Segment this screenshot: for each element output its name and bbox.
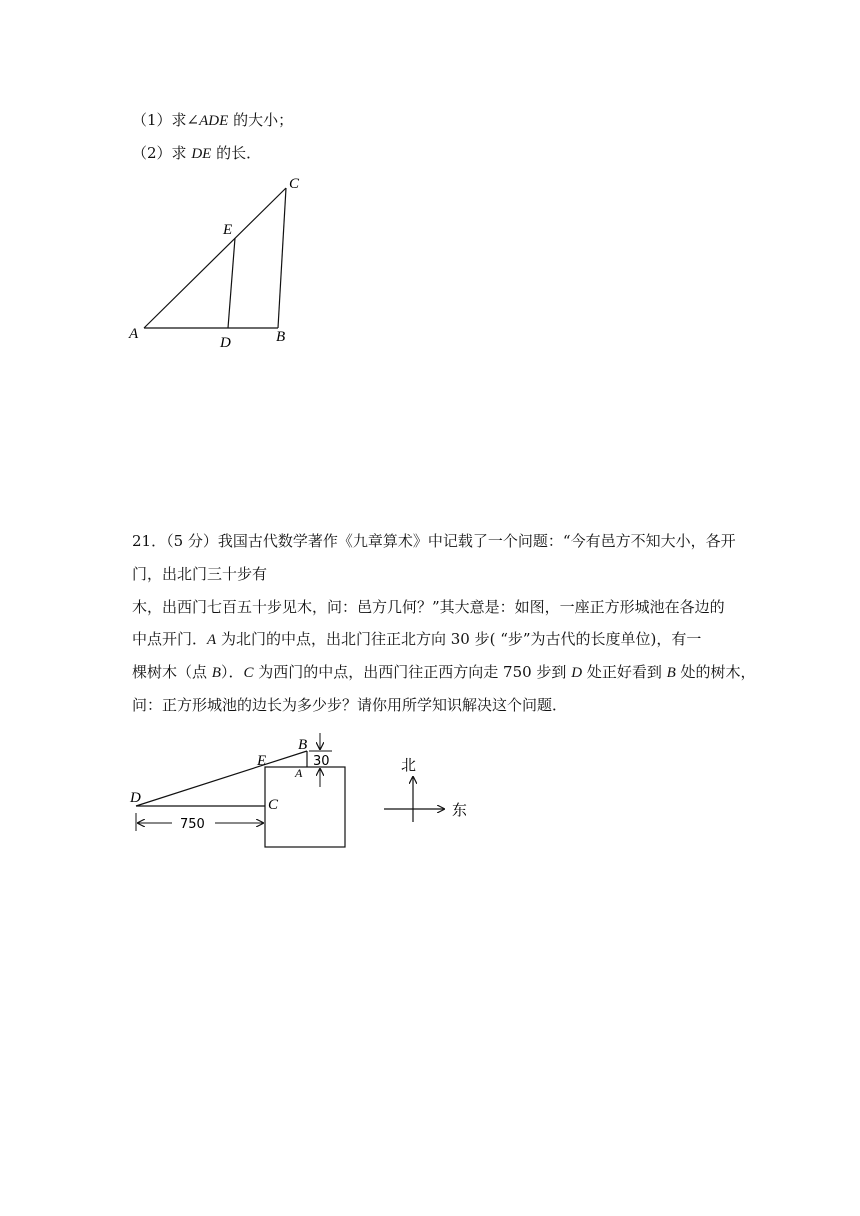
label-c: C <box>268 797 279 813</box>
q21-line-2: 门，出北门三十步有 <box>132 565 268 583</box>
segment-ac <box>144 188 286 328</box>
q21-line-4: 中点开门．A 为北门的中点，出北门往正北方向 30 步( “步”为古代的长度单位)，有一 <box>132 630 702 648</box>
q21-line-5: 棵树木（点 B）．C 为西门的中点，出西门往正西方向走 750 步到 D 处正好看到 B 处的树木， <box>132 663 756 681</box>
label-east: 东 <box>452 801 468 819</box>
label-c: C <box>289 176 300 192</box>
segment-de <box>228 238 235 328</box>
segment-bc <box>278 188 286 328</box>
label-a: A <box>295 766 303 780</box>
q21-line-1: 21．（5 分）我国古代数学著作《九章算术》中记载了一个问题：“今有邑方不知大小，各开 <box>132 532 736 550</box>
label-d: D <box>130 790 141 806</box>
city-figure <box>120 725 480 855</box>
label-750: 750 <box>180 817 205 832</box>
label-b: B <box>276 329 286 345</box>
label-30: 30 <box>313 754 330 769</box>
label-north: 北 <box>401 756 417 774</box>
q21-line-3: 木，出西门七百五十步见木，问：邑方几何？”其大意是：如图，一座正方形城池在各边的 <box>132 598 725 616</box>
label-d: D <box>220 335 231 351</box>
question-part-2: （2）求 DE 的长． <box>132 144 262 162</box>
label-e: E <box>223 222 233 238</box>
question-part-1: （1）求∠ADE 的大小； <box>132 111 294 129</box>
label-b: B <box>298 737 308 753</box>
label-a: A <box>129 326 139 342</box>
label-e: E <box>257 753 267 769</box>
q21-line-6: 问：正方形城池的边长为多少步？请你用所学知识解决这个问题． <box>132 696 568 714</box>
segment-db <box>136 751 307 806</box>
triangle-figure <box>120 170 320 355</box>
